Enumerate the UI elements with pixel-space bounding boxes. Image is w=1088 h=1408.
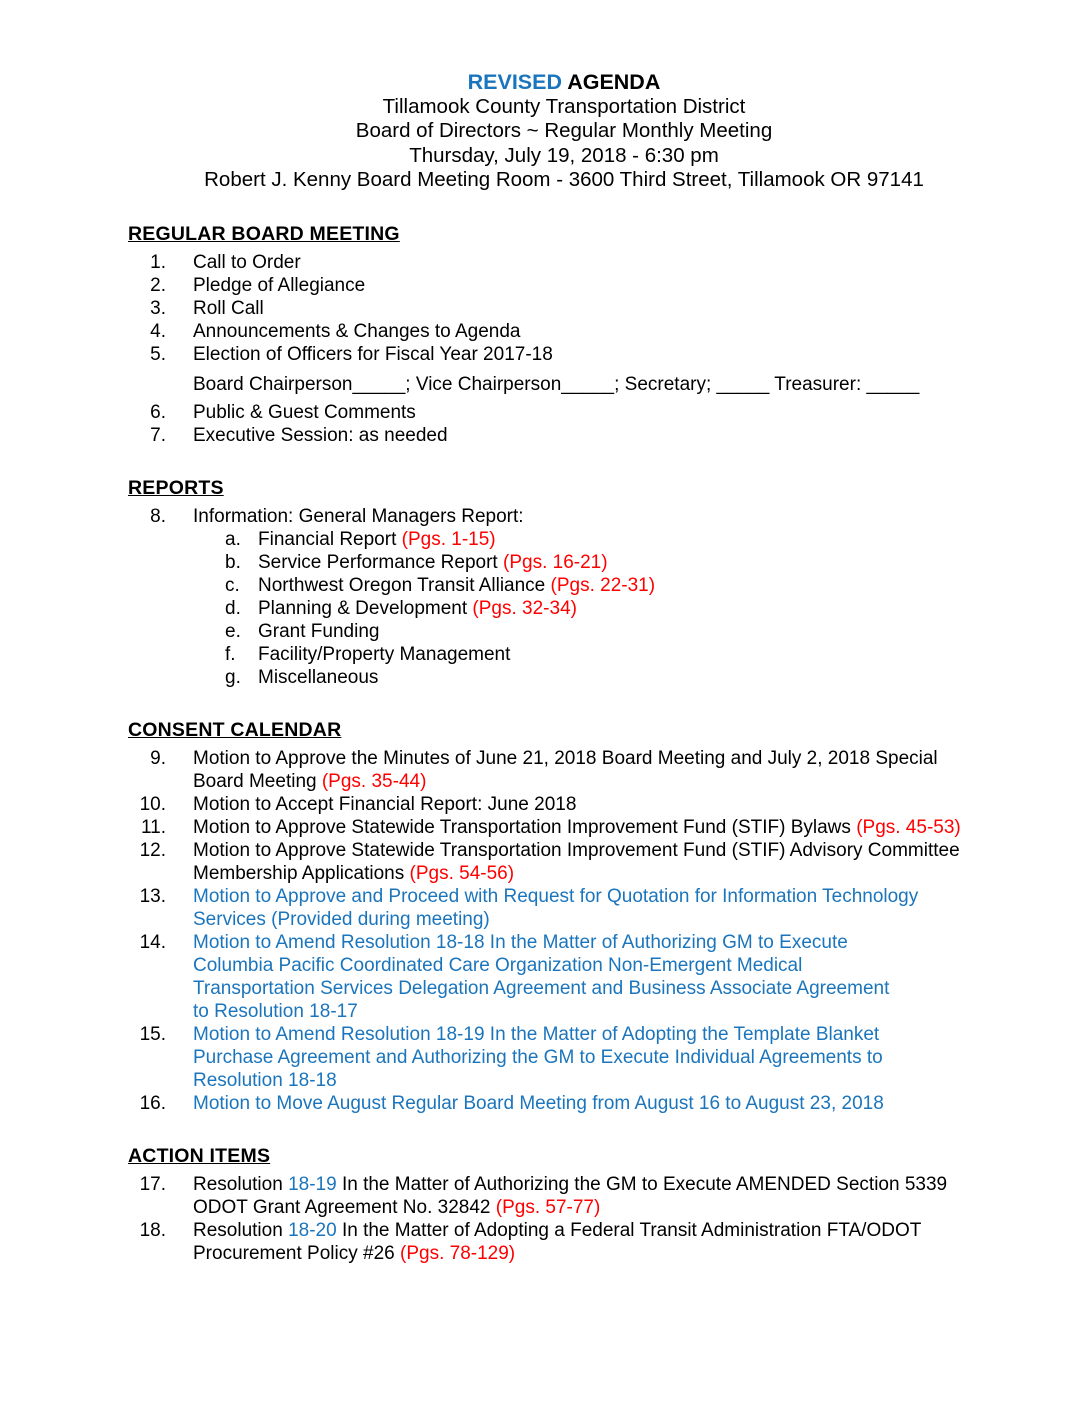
item-number: 5. [150, 343, 166, 365]
page-ref: (Pgs. 54-56) [409, 862, 515, 884]
text-run: Service Performance Report [258, 551, 503, 573]
item-text [193, 931, 889, 1023]
page-ref: (Pgs. 22-31) [550, 574, 656, 596]
agenda-item-g [128, 666, 1068, 689]
item-text [193, 1173, 947, 1219]
text-run: Motion to Approve Statewide Transportation Improvement Fund (STIF) Advisory Committee Membership Applications [193, 839, 960, 884]
item-number: 11. [140, 816, 166, 838]
item-text [258, 574, 655, 597]
section-heading: ACTION ITEMS [128, 1144, 271, 1167]
text-run: In the Matter of Authorizing the GM to Execute AMENDED Section 5339 ODOT Grant Agreement No. 32842 [193, 1173, 948, 1218]
section-heading: CONSENT CALENDAR [128, 718, 342, 741]
item-text [193, 839, 960, 885]
item-number: 10. [139, 793, 166, 815]
item-number: 9. [150, 747, 166, 769]
text-run: Grant Funding [258, 620, 380, 642]
meeting-type: Board of Directors ~ Regular Monthly Meeting [355, 119, 773, 142]
page-ref: (Pgs. 45-53) [856, 816, 961, 838]
agenda-item-13 [128, 885, 1068, 931]
meeting-location: Robert J. Kenny Board Meeting Room - 3600 Third Street, Tillamook OR 97141 [204, 168, 924, 191]
text-run: Northwest Oregon Transit Alliance [258, 574, 551, 596]
agenda-item-2 [128, 274, 1068, 297]
agenda-item-3 [128, 297, 1068, 320]
item-text [258, 643, 510, 666]
agenda-item-11 [128, 816, 1068, 839]
item-number: b. [225, 551, 241, 573]
agenda-item-8 [128, 505, 1068, 528]
section-reports [128, 477, 1068, 689]
agenda-item-9 [128, 747, 1068, 793]
text-run: Pledge of Allegiance [193, 274, 366, 296]
section-regular-board-meeting [128, 223, 1068, 447]
page-ref: (Pgs. 57-77) [495, 1196, 601, 1218]
agenda-item-b [128, 551, 1068, 574]
text-run: Motion to Approve the Minutes of June 21, 2018 Board Meeting and July 2, 2018 Special Board Meeting [193, 747, 938, 792]
item-text [258, 551, 608, 574]
section-heading: REGULAR BOARD MEETING [128, 222, 400, 245]
text-run: Announcements & Changes to Agenda [193, 320, 521, 342]
item-number: 14. [139, 931, 166, 953]
agenda-item-15 [128, 1023, 1068, 1092]
agenda-item-e [128, 620, 1068, 643]
item-text [193, 343, 553, 366]
item-number: 18. [139, 1219, 166, 1241]
text-run: Miscellaneous [258, 666, 379, 688]
text-run: In the Matter of Adopting a Federal Transit Administration FTA/ODOT Procurement Policy #26 [193, 1219, 922, 1264]
text-run: Resolution [193, 1219, 289, 1241]
text-run: Planning & Development [258, 597, 473, 619]
item-text [193, 816, 961, 839]
section-consent-calendar [128, 719, 1068, 1115]
agenda-item-f [128, 643, 1068, 666]
agenda-item-10 [128, 793, 1068, 816]
item-text [258, 528, 496, 551]
item-number: 7. [150, 424, 166, 446]
item-number: 4. [150, 320, 166, 342]
agenda-item-16 [128, 1092, 1068, 1115]
text-run: Information: General Managers Report: [193, 505, 524, 527]
item-text [258, 666, 378, 689]
item-text [193, 1092, 884, 1115]
text-run: Election of Officers for Fiscal Year 2017-18 [193, 343, 553, 365]
text-run: 18-20 [288, 1219, 337, 1241]
agenda-item-d [128, 597, 1068, 620]
text-run: Motion to Amend Resolution 18-18 In the Matter of Authorizing GM to Execute Columbia Pacific Coordinated Care Organization Non-Emergent Medical Transportation Services Delegation Agreement and Business Associate Agreement to Resolution 18-17 [193, 931, 890, 1022]
item-text [193, 320, 520, 343]
item-number: f. [225, 643, 236, 665]
item-text [193, 401, 416, 424]
agenda-item-14 [128, 931, 1068, 1023]
meeting-datetime: Thursday, July 19, 2018 - 6:30 pm [409, 143, 719, 167]
item-text [193, 505, 524, 528]
item-text [193, 793, 576, 816]
page-ref: (Pgs. 16-21) [503, 551, 608, 573]
agenda-item-1 [128, 251, 1068, 274]
text-run: Financial Report [258, 528, 402, 550]
text-run: Board Chairperson_____; Vice Chairperson_____; Secretary; _____ Treasurer: _____ [193, 373, 920, 395]
item-number: 8. [150, 505, 166, 527]
page-ref: (Pgs. 32-34) [472, 597, 577, 619]
item-number: e. [225, 620, 241, 642]
page-ref: (Pgs. 78-129) [400, 1242, 516, 1264]
item-text [258, 620, 379, 643]
agenda-item-5 [128, 343, 1068, 366]
text-run: Executive Session: as needed [193, 424, 448, 446]
agenda-item-c [128, 574, 1068, 597]
section-action-items [128, 1145, 1068, 1265]
item-text [193, 1023, 883, 1092]
item-text [193, 297, 264, 320]
text-run: Facility/Property Management [258, 643, 511, 665]
doc-title-agenda: AGENDA [562, 70, 661, 94]
agenda-item-4 [128, 320, 1068, 343]
page-ref: (Pgs. 1-15) [401, 528, 496, 550]
text-run: Motion to Approve Statewide Transportation Improvement Fund (STIF) Bylaws [193, 816, 857, 838]
doc-title-revised: REVISED [467, 70, 563, 94]
item-number [128, 373, 166, 396]
agenda-item-7 [128, 424, 1068, 447]
agenda-item-18 [128, 1219, 1068, 1265]
item-text [193, 251, 301, 274]
officer-blanks-line [128, 373, 1068, 396]
item-text [193, 274, 365, 297]
item-number: 13. [139, 885, 166, 907]
text-run: Motion to Accept Financial Report: June 2018 [193, 793, 577, 815]
section-heading: REPORTS [128, 476, 224, 499]
item-number: 6. [150, 401, 166, 423]
org-name: Tillamook County Transportation District [382, 94, 746, 118]
item-number: c. [225, 574, 240, 596]
text-run: Roll Call [193, 297, 264, 319]
page-ref: (Pgs. 35-44) [321, 770, 427, 792]
item-number: 12. [139, 839, 166, 861]
item-number: 16. [139, 1092, 166, 1114]
text-run: 18-19 [288, 1173, 337, 1195]
text-run: Motion to Move August Regular Board Meeting from August 16 to August 23, 2018 [193, 1092, 884, 1114]
sections [0, 223, 1088, 1265]
text-run: Motion to Approve and Proceed with Request for Quotation for Information Technology Services (Provided during meeting) [193, 885, 919, 930]
text-run: Resolution [193, 1173, 289, 1195]
item-number: g. [225, 666, 241, 688]
text-run: Public & Guest Comments [193, 401, 416, 423]
agenda-item-12 [128, 839, 1068, 885]
item-number: a. [225, 528, 241, 550]
item-text [193, 424, 448, 447]
doc-title [128, 70, 1000, 95]
item-text [193, 885, 918, 931]
item-text [193, 373, 919, 396]
item-number: 3. [150, 297, 166, 319]
item-number: 1. [150, 251, 166, 273]
agenda-item-17 [128, 1173, 1068, 1219]
item-number: 17. [139, 1173, 166, 1195]
item-number: d. [225, 597, 241, 619]
item-text [258, 597, 577, 620]
item-number: 15. [139, 1023, 166, 1045]
item-text [193, 747, 938, 793]
item-number: 2. [150, 274, 166, 296]
agenda-item-a [128, 528, 1068, 551]
item-text [193, 1219, 921, 1265]
text-run: Motion to Amend Resolution 18-19 In the Matter of Adopting the Template Blanket Purchase Agreement and Authorizing the GM to Execute Individual Agreements to Resolution 18-18 [193, 1023, 883, 1091]
agenda-item-6 [128, 401, 1068, 424]
text-run: Call to Order [193, 251, 301, 273]
document-header [0, 0, 1088, 193]
